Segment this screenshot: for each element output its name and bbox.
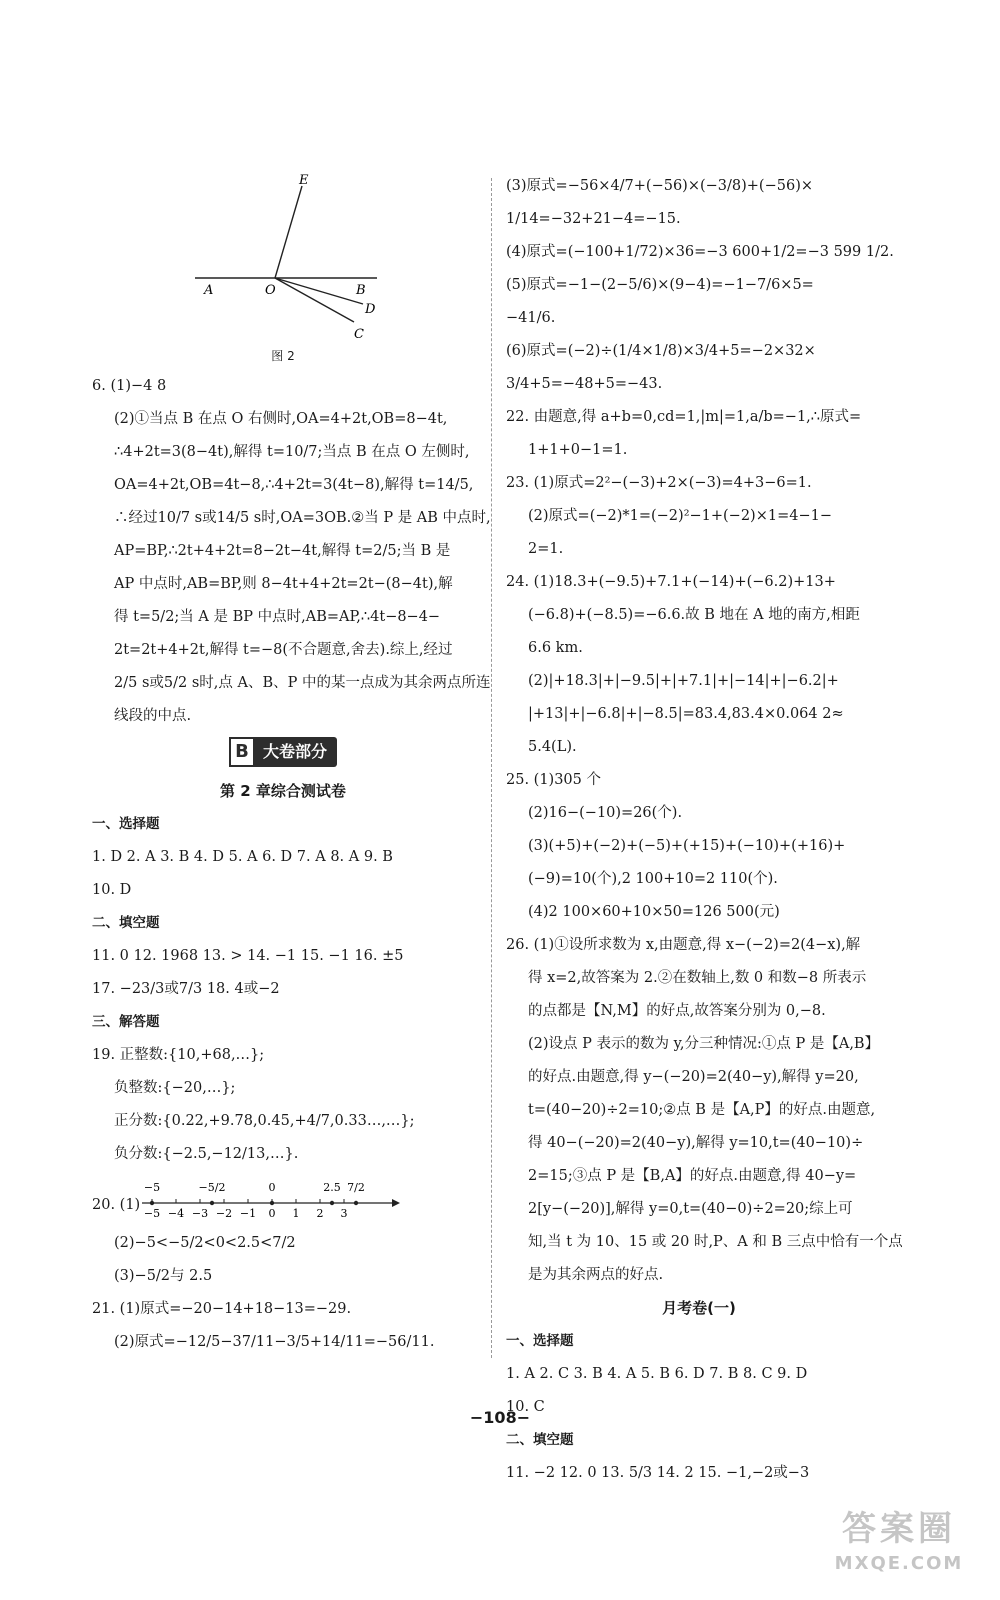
- answer-line: 17. −23/3或7/3 18. 4或−2: [92, 981, 280, 997]
- number-line: [142, 1171, 442, 1227]
- geometry-figure: [92, 170, 474, 370]
- figure-caption: 图 2: [271, 349, 295, 363]
- axis-arrow: [392, 1199, 400, 1207]
- answer-line: 19. 正整数:{10,+68,…};: [92, 1047, 265, 1063]
- answer-line: 知,当 t 为 10、15 或 20 时,P、A 和 B 三点中恰有一个点: [528, 1234, 903, 1250]
- answer-line: (2)|+18.3|+|−9.5|+|+7.1|+|−14|+|−6.2|+: [528, 673, 839, 689]
- answer-line: 负分数:{−2.5,−12/13,…}.: [114, 1146, 299, 1162]
- answer-line: 2/5 s或5/2 s时,点 A、B、P 中的某一点成为其余两点所连: [114, 675, 491, 691]
- answer-line: (−9)=10(个),2 100+10=2 110(个).: [528, 871, 778, 887]
- answer-line: 得 x=2,故答案为 2.②在数轴上,数 0 和数−8 所表示: [528, 970, 867, 986]
- answer-line: (3)原式=−56×4/7+(−56)×(−3/8)+(−56)×: [506, 178, 813, 194]
- answer-line: 11. 0 12. 1968 13. > 14. −1 15. −1 16. ±5: [92, 948, 404, 964]
- point-label-c: C: [354, 327, 364, 342]
- badge-text: 大卷部分: [262, 742, 327, 761]
- plotted-point-label: 7/2: [347, 1181, 365, 1194]
- answer-line: AP 中点时,AB=BP,则 8−4t+4+2t=2t−(8−4t),解: [114, 576, 453, 592]
- angle-diagram: [92, 170, 474, 345]
- ray-oc: [275, 278, 354, 322]
- answer-line: 6.6 km.: [528, 640, 583, 656]
- point-label-b: B: [356, 283, 366, 298]
- test-title: 第 2 章综合测试卷: [220, 782, 346, 800]
- answer-line: t=(40−20)÷2=10;②点 B 是【A,P】的好点.由题意,: [528, 1102, 876, 1118]
- answer-line: (2)−5<−5/2<0<2.5<7/2: [114, 1235, 296, 1251]
- answer-line: (2)16−(−10)=26(个).: [528, 805, 683, 821]
- section-badge: [92, 733, 474, 775]
- number-line-answer: [92, 1171, 474, 1227]
- plotted-point: [270, 1201, 274, 1205]
- answer-line: 的点都是【N,M】的好点,故答案分别为 0,−8.: [528, 1003, 826, 1019]
- section-heading: 二、填空题: [506, 1432, 574, 1448]
- watermark-title: 答案圈: [842, 1509, 956, 1549]
- point-label-o: O: [265, 283, 276, 298]
- answer-line: (4)原式=(−100+1/72)×36=−3 600+1/2=−3 599 1/2.: [506, 244, 894, 260]
- plotted-point: [330, 1201, 334, 1205]
- answer-line: OA=4+2t,OB=4t−8,∴4+2t=3(4t−8),解得 t=14/5,: [114, 477, 474, 493]
- section-heading: 三、解答题: [92, 1014, 160, 1030]
- answer-line: 2=15;③点 P 是【B,A】的好点.由题意,得 40−y=: [528, 1168, 857, 1184]
- answer-line: (5)原式=−1−(2−5/6)×(9−4)=−1−7/6×5=: [506, 277, 814, 293]
- answer-line: (−6.8)+(−8.5)=−6.6.故 B 地在 A 地的南方,相距: [528, 607, 860, 623]
- answer-line: 11. −2 12. 0 13. 5/3 14. 2 15. −1,−2或−3: [506, 1465, 810, 1481]
- answer-line: 22. 由题意,得 a+b=0,cd=1,|m|=1,a/b=−1,∴原式=: [506, 409, 862, 425]
- plotted-point-label: −5: [143, 1181, 161, 1194]
- monthly-test-title: 月考卷(一): [662, 1299, 736, 1317]
- watermark: [814, 1506, 984, 1576]
- tick-label: −2: [215, 1207, 233, 1220]
- answer-line: 1. A 2. C 3. B 4. A 5. B 6. D 7. B 8. C 9. D: [506, 1366, 808, 1382]
- section-heading: 一、选择题: [506, 1333, 574, 1349]
- answer-line: 的好点.由题意,得 y−(−20)=2(40−y),解得 y=20,: [528, 1069, 859, 1085]
- answer-line: (3)(+5)+(−2)+(−5)+(+15)+(−10)+(+16)+: [528, 838, 846, 854]
- section-heading: 一、选择题: [92, 816, 160, 832]
- answer-line: 5.4(L).: [528, 739, 577, 755]
- answer-line: (4)2 100×60+10×50=126 500(元): [528, 904, 780, 920]
- tick-label: 0: [268, 1207, 276, 1220]
- plotted-point: [354, 1201, 358, 1205]
- answer-line: 10. C: [506, 1399, 545, 1415]
- tick-label: 2: [316, 1207, 324, 1220]
- answer-line: 23. (1)原式=2²−(−3)+2×(−3)=4+3−6=1.: [506, 475, 812, 491]
- answer-line: ∴经过10/7 s或14/5 s时,OA=3OB.②当 P 是 AB 中点时,: [114, 510, 491, 526]
- right-column: [506, 170, 903, 1490]
- answer-line: 线段的中点.: [114, 708, 192, 724]
- answer-line: 得 40−(−20)=2(40−y),解得 y=10,t=(40−10)÷: [528, 1135, 864, 1151]
- tick-label: −3: [191, 1207, 209, 1220]
- answer-line: (2)①当点 B 在点 O 右侧时,OA=4+2t,OB=8−4t,: [114, 411, 448, 427]
- answer-line: 负整数:{−20,…};: [114, 1080, 236, 1096]
- answer-line: 2t=2t+4+2t,解得 t=−8(不合题意,舍去).综上,经过: [114, 642, 453, 658]
- answer-line: 3/4+5=−48+5=−43.: [506, 376, 663, 392]
- answer-line: 正分数:{0.22,+9.78,0.45,+4/7,0.33…,…};: [114, 1113, 415, 1129]
- tick-label: 3: [340, 1207, 348, 1220]
- tick-marks: [144, 1199, 348, 1220]
- point-label-d: D: [365, 302, 376, 317]
- page-number: −108−: [469, 1408, 531, 1427]
- answer-line: 2=1.: [528, 541, 564, 557]
- answer-line: 1/14=−32+21−4=−15.: [506, 211, 681, 227]
- answer-line: 21. (1)原式=−20−14+18−13=−29.: [92, 1301, 352, 1317]
- tick-label: −5: [143, 1207, 161, 1220]
- answer-line: |+13|+|−6.8|+|−8.5|=83.4,83.4×0.064 2≈: [528, 706, 844, 722]
- tick-label: −4: [167, 1207, 185, 1220]
- plotted-point-label: 2.5: [323, 1181, 341, 1194]
- ray-od: [275, 278, 363, 304]
- answer-line: ∴4+2t=3(8−4t),解得 t=10/7;当点 B 在点 O 左侧时,: [114, 444, 470, 460]
- point-label-a: A: [204, 283, 214, 298]
- answer-line: 是为其余两点的好点.: [528, 1267, 664, 1283]
- answer-line: (2)设点 P 表示的数为 y,分三种情况:①点 P 是【A,B】: [528, 1036, 880, 1052]
- answer-line: AP=BP,∴2t+4+2t=8−2t−4t,解得 t=2/5;当 B 是: [114, 543, 451, 559]
- left-column: [92, 170, 491, 1359]
- answer-line: 24. (1)18.3+(−9.5)+7.1+(−14)+(−6.2)+13+: [506, 574, 836, 590]
- answer-line: 得 t=5/2;当 A 是 BP 中点时,AB=AP,∴4t−8−4−: [114, 609, 441, 625]
- question-label: 20. (1): [92, 1197, 141, 1213]
- answer-line: 25. (1)305 个: [506, 772, 601, 788]
- answer-line: −41/6.: [506, 310, 556, 326]
- answer-line: (2)原式=−12/5−37/11−3/5+14/11=−56/11.: [114, 1334, 435, 1350]
- answer-line: (3)−5/2与 2.5: [114, 1268, 213, 1284]
- tick-label: 1: [292, 1207, 300, 1220]
- tick-label: −1: [239, 1207, 257, 1220]
- answer-line: 1. D 2. A 3. B 4. D 5. A 6. D 7. A 8. A 9. B: [92, 849, 393, 865]
- section-heading: 二、填空题: [92, 915, 160, 931]
- badge-letter: B: [229, 737, 255, 767]
- plotted-point-labels: [144, 1181, 365, 1205]
- watermark-url: MXQE.COM: [834, 1553, 964, 1574]
- plotted-point-label: −5/2: [198, 1181, 226, 1194]
- plotted-point-label: 0: [268, 1181, 276, 1194]
- answer-line: (2)原式=(−2)*1=(−2)²−1+(−2)×1=4−1−: [528, 508, 832, 524]
- column-divider: [491, 178, 492, 1358]
- plotted-point: [150, 1201, 154, 1205]
- point-label-e: E: [299, 173, 309, 188]
- answer-line: 2[y−(−20)],解得 y=0,t=(40−0)÷2=20;综上可: [528, 1201, 853, 1217]
- answer-line: (6)原式=(−2)÷(1/4×1/8)×3/4+5=−2×32×: [506, 343, 816, 359]
- answer-line: 26. (1)①设所求数为 x,由题意,得 x−(−2)=2(4−x),解: [506, 937, 861, 953]
- answer-line: 10. D: [92, 882, 132, 898]
- answer-line: 1+1+0−1=1.: [528, 442, 628, 458]
- plotted-point: [210, 1201, 214, 1205]
- ray-oe: [275, 186, 302, 278]
- answer-line: 6. (1)−4 8: [92, 378, 167, 394]
